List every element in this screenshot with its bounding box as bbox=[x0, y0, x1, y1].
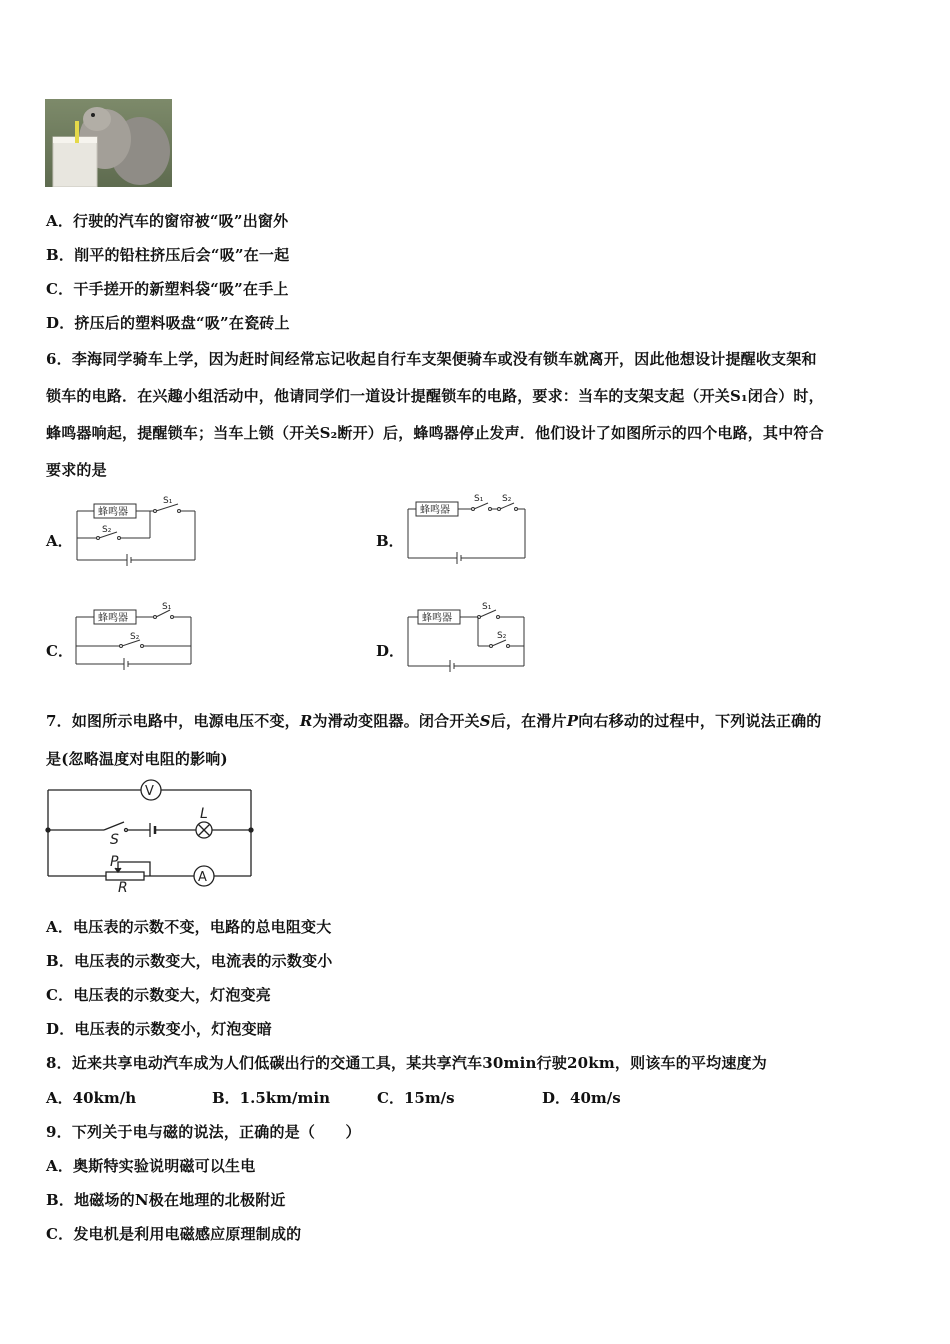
q7-option-a[interactable]: A．电压表的示数不变，电路的总电阻变大 bbox=[46, 918, 332, 936]
s1-label: S₁ bbox=[163, 496, 173, 506]
s1-label: S₁ bbox=[482, 602, 492, 612]
buzzer-label: 蜂鸣器 bbox=[98, 613, 128, 624]
s1-label: S₁ bbox=[162, 602, 172, 612]
q8-option-b[interactable]: B．1.5km/min bbox=[212, 1089, 330, 1107]
q6-stem-line-1: 6．李海同学骑车上学，因为赶时间经常忘记收起自行车支架便骑车或没有锁车就离开，因此他想设计提醒收支架和 bbox=[46, 350, 817, 368]
q7-stem-line-1: 7．如图所示电路中，电源电压不变，R为滑动变阻器。闭合开关S后，在滑片P向右移动的过程中，下列说法正确的 bbox=[46, 712, 822, 730]
q5-option-b[interactable]: B．削平的铅柱挤压后会“吸”在一起 bbox=[46, 246, 290, 264]
q6-option-a-label[interactable]: A． bbox=[46, 532, 73, 550]
squirrel-drinking-photo bbox=[45, 99, 172, 187]
q7-option-b[interactable]: B．电压表的示数变大，电流表的示数变小 bbox=[46, 952, 333, 970]
q7-option-c[interactable]: C．电压表的示数变大，灯泡变亮 bbox=[46, 986, 271, 1004]
s2-label: S₂ bbox=[130, 632, 140, 642]
q6-circuit-c[interactable] bbox=[72, 598, 202, 674]
q7-option-d[interactable]: D．电压表的示数变小，灯泡变暗 bbox=[46, 1020, 273, 1038]
switch-s-label: S bbox=[110, 832, 119, 848]
q9-option-b[interactable]: B．地磁场的N极在地理的北极附近 bbox=[46, 1191, 286, 1209]
q7-stem-line-2: 是(忽略温度对电阻的影响) bbox=[46, 750, 228, 768]
s2-label: S₂ bbox=[502, 494, 512, 504]
q6-option-d-label[interactable]: D． bbox=[376, 642, 405, 660]
slider-p-label: P bbox=[110, 854, 119, 870]
q5-option-d[interactable]: D．挤压后的塑料吸盘“吸”在瓷砖上 bbox=[46, 314, 290, 332]
q9-stem: 9．下列关于电与磁的说法，正确的是（ ） bbox=[46, 1123, 361, 1141]
q9-option-c[interactable]: C．发电机是利用电磁感应原理制成的 bbox=[46, 1225, 302, 1243]
q6-circuit-b[interactable] bbox=[402, 492, 532, 568]
q5-option-c[interactable]: C．干手搓开的新塑料袋“吸”在手上 bbox=[46, 280, 289, 298]
q7-circuit-diagram bbox=[44, 778, 256, 898]
s2-label: S₂ bbox=[102, 525, 112, 535]
rheostat-r-label: R bbox=[118, 880, 128, 896]
q8-stem: 8．近来共享电动汽车成为人们低碳出行的交通工具，某共享汽车30min行驶20km，则该车的平均速度为 bbox=[46, 1054, 767, 1072]
voltmeter-label: V bbox=[145, 784, 154, 799]
q8-option-c[interactable]: C．15m/s bbox=[377, 1089, 455, 1107]
q6-circuit-d[interactable] bbox=[402, 598, 532, 674]
q6-stem-line-3: 蜂鸣器响起，提醒锁车；当车上锁（开关S₂断开）后，蜂鸣器停止发声．他们设计了如图所示的四个电路，其中符合 bbox=[46, 424, 824, 442]
s1-label: S₁ bbox=[474, 494, 484, 504]
q6-stem-line-2: 锁车的电路．在兴趣小组活动中，他请同学们一道设计提醒锁车的电路，要求：当车的支架支起（开关S₁闭合）时， bbox=[46, 387, 824, 405]
q8-option-d[interactable]: D．40m/s bbox=[542, 1089, 621, 1107]
q6-option-c-label[interactable]: C． bbox=[46, 642, 73, 660]
q8-option-a[interactable]: A．40km/h bbox=[46, 1089, 137, 1107]
buzzer-label: 蜂鸣器 bbox=[422, 613, 452, 624]
q9-option-a[interactable]: A．奥斯特实验说明磁可以生电 bbox=[46, 1157, 256, 1175]
buzzer-label: 蜂鸣器 bbox=[420, 505, 450, 516]
q6-stem-line-4: 要求的是 bbox=[46, 461, 107, 479]
q6-option-b-label[interactable]: B． bbox=[376, 532, 404, 550]
q6-circuit-a[interactable] bbox=[72, 492, 202, 568]
ammeter-label: A bbox=[198, 870, 207, 885]
buzzer-label: 蜂鸣器 bbox=[98, 507, 128, 518]
lamp-l-label: L bbox=[200, 806, 208, 822]
s2-label: S₂ bbox=[497, 631, 507, 641]
q5-option-a[interactable]: A．行驶的汽车的窗帘被“吸”出窗外 bbox=[46, 212, 289, 230]
